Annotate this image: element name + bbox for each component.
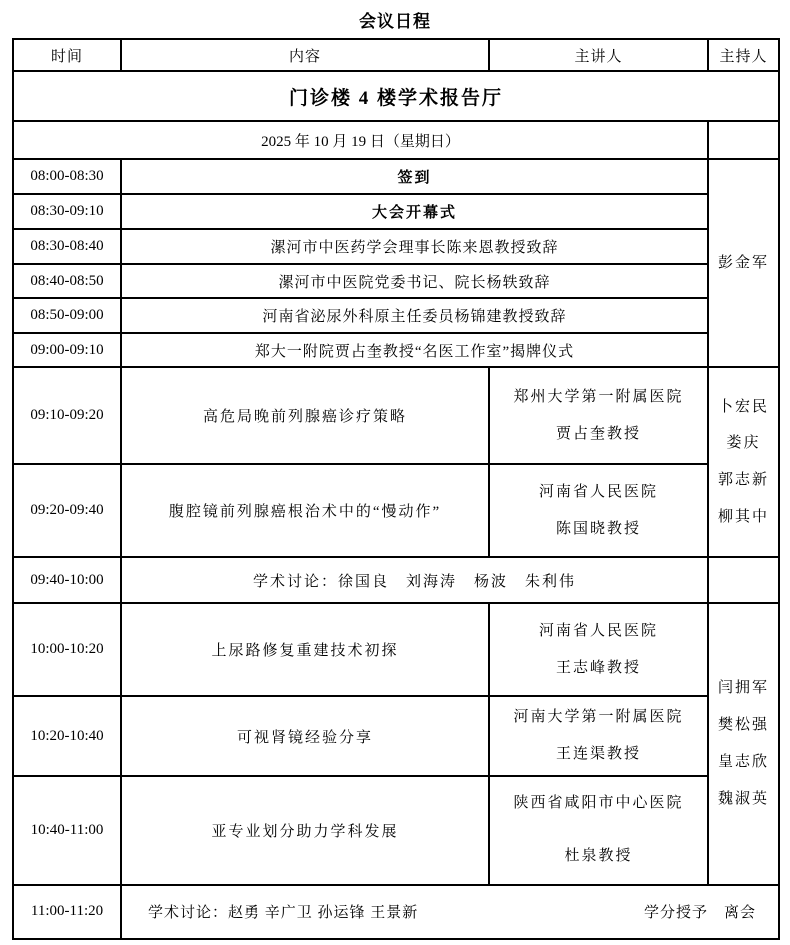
table-row <box>13 557 779 603</box>
content-cell: 河南省泌尿外科原主任委员杨锦建教授致辞 <box>121 298 708 333</box>
header-content: 内容 <box>121 39 489 71</box>
content-cell: 郑大一附院贾占奎教授“名医工作室”揭牌仪式 <box>121 333 708 367</box>
speaker-cell <box>489 464 708 557</box>
time-cell: 08:30-08:40 <box>13 229 121 264</box>
table-row <box>13 367 779 464</box>
speaker-cell <box>489 367 708 464</box>
time-cell: 09:40-10:00 <box>13 557 121 603</box>
time-cell: 08:40-08:50 <box>13 264 121 298</box>
host-name: 闫拥军 <box>717 680 769 697</box>
content-cell: 漯河市中医院党委书记、院长杨轶致辞 <box>121 264 708 298</box>
closing-credit-note: 学分授予 离会 <box>643 905 756 921</box>
content-cell: 漯河市中医药学会理事长陈来恩教授致辞 <box>121 229 708 264</box>
host-cell <box>708 367 779 557</box>
host-name: 郭志新 <box>717 472 769 488</box>
host-cell <box>708 159 779 367</box>
table-row <box>13 264 779 298</box>
closing-discussion: 学术讨论：赵勇 辛广卫 孙运锋 王景新 <box>148 905 419 921</box>
host-name: 彭金军 <box>717 254 769 271</box>
content-cell: 大会开幕式 <box>121 194 708 229</box>
time-cell: 09:10-09:20 <box>13 367 121 464</box>
table-row <box>13 603 779 696</box>
time-cell: 09:00-09:10 <box>13 333 121 367</box>
speaker-name: 王连渠教授 <box>555 746 641 762</box>
speaker-name: 王志峰教授 <box>555 659 641 676</box>
time-cell: 08:50-09:00 <box>13 298 121 333</box>
host-name: 娄庆 <box>726 435 761 452</box>
table-row <box>13 333 779 367</box>
table-row <box>13 159 779 194</box>
table-row <box>13 229 779 264</box>
speaker-hospital: 河南省人民医院 <box>538 483 658 500</box>
speaker-cell <box>489 696 708 776</box>
page-title: 会议日程 <box>359 12 431 31</box>
session-date: 2025 年 10 月 19 日（星期日） <box>13 121 708 159</box>
content-cell: 可视肾镜经验分享 <box>121 696 489 776</box>
time-cell: 08:30-09:10 <box>13 194 121 229</box>
speaker-cell <box>489 603 708 696</box>
host-cell-empty <box>708 557 779 603</box>
speaker-hospital: 郑州大学第一附属医院 <box>513 388 684 405</box>
host-name: 柳其中 <box>717 508 769 525</box>
speaker-hospital: 陕西省咸阳市中心医院 <box>513 795 684 811</box>
date-row <box>13 121 779 159</box>
host-cell-empty <box>708 121 779 159</box>
time-cell: 10:40-11:00 <box>13 776 121 885</box>
time-cell: 08:00-08:30 <box>13 159 121 194</box>
discussion-cell: 学术讨论：徐国良 刘海涛 杨波 朱利伟 <box>121 557 708 603</box>
table-row <box>13 194 779 229</box>
content-cell: 亚专业划分助力学科发展 <box>121 776 489 885</box>
speaker-name: 贾占奎教授 <box>555 425 641 442</box>
host-name: 卜宏民 <box>717 398 769 415</box>
host-cell <box>708 603 779 885</box>
table-row <box>13 696 779 776</box>
venue-title: 门诊楼 4 楼学术报告厅 <box>13 71 779 121</box>
header-host: 主持人 <box>708 39 779 71</box>
closing-cell <box>121 885 779 939</box>
table-row <box>13 885 779 939</box>
speaker-hospital: 河南大学第一附属医院 <box>513 709 684 726</box>
time-cell: 11:00-11:20 <box>13 885 121 939</box>
speaker-name: 陈国晓教授 <box>555 520 641 537</box>
host-name: 樊松强 <box>717 717 769 733</box>
host-name: 魏淑英 <box>717 790 769 807</box>
schedule-table <box>12 38 780 940</box>
content-cell: 上尿路修复重建技术初探 <box>121 603 489 696</box>
time-cell: 09:20-09:40 <box>13 464 121 557</box>
header-speaker: 主讲人 <box>489 39 708 71</box>
content-cell: 高危局晚前列腺癌诊疗策略 <box>121 367 489 464</box>
content-cell: 签到 <box>121 159 708 194</box>
content-cell: 腹腔镜前列腺癌根治术中的“慢动作” <box>121 464 489 557</box>
speaker-hospital: 河南省人民医院 <box>538 622 658 639</box>
time-cell: 10:00-10:20 <box>13 603 121 696</box>
table-row <box>13 776 779 885</box>
table-row <box>13 298 779 333</box>
speaker-cell <box>489 776 708 885</box>
speaker-name: 杜泉教授 <box>564 848 633 865</box>
venue-row <box>13 71 779 121</box>
host-name: 皇志欣 <box>717 753 769 770</box>
header-row <box>13 39 779 71</box>
header-time: 时间 <box>13 39 121 71</box>
time-cell: 10:20-10:40 <box>13 696 121 776</box>
table-row <box>13 464 779 557</box>
